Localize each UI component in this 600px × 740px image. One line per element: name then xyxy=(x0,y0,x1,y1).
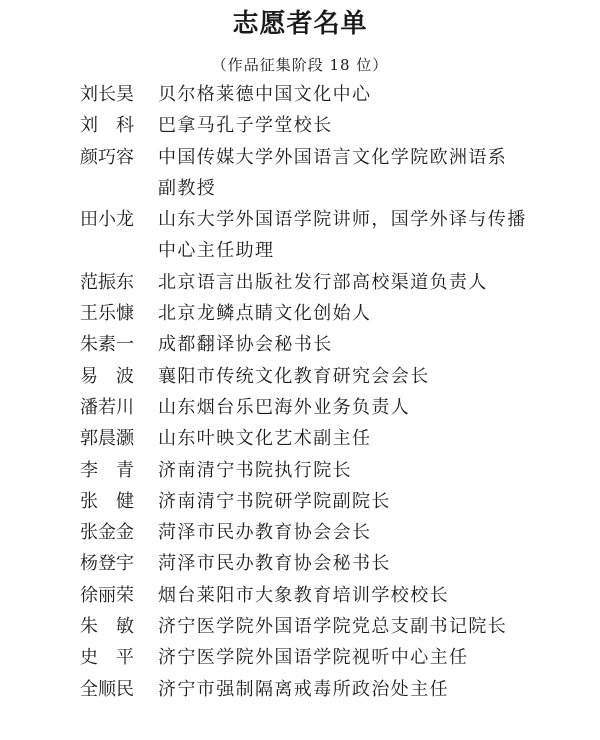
volunteer-title-line: 济宁医学院外国语学院视听中心主任 xyxy=(158,647,469,669)
volunteer-title-continuation: 中心主任助理 xyxy=(158,240,275,262)
volunteer-title xyxy=(158,209,538,262)
volunteer-row xyxy=(80,397,580,419)
volunteer-title-line: 山东叶映文化艺术副主任 xyxy=(158,428,372,450)
volunteer-title xyxy=(158,647,538,669)
volunteer-name: 史 平 xyxy=(80,647,134,669)
volunteer-name: 潘若川 xyxy=(80,396,134,418)
volunteer-name: 田小龙 xyxy=(80,209,134,231)
volunteer-title xyxy=(158,679,538,701)
volunteer-name: 刘 科 xyxy=(80,115,134,137)
volunteer-title-continuation: 副教授 xyxy=(158,177,217,199)
volunteer-name: 张金金 xyxy=(80,522,134,544)
page-title: 志愿者名单 xyxy=(232,9,368,39)
volunteer-title-line: 成都翻译协会秘书长 xyxy=(158,334,333,356)
volunteer-name: 刘长昊 xyxy=(80,84,134,105)
volunteer-list xyxy=(80,84,580,710)
volunteer-row xyxy=(80,679,580,701)
volunteer-title xyxy=(158,366,538,388)
volunteer-title xyxy=(158,522,538,544)
volunteer-title-line: 菏泽市民办教育协会秘书长 xyxy=(158,553,391,575)
volunteer-name: 范振东 xyxy=(80,271,134,293)
volunteer-row xyxy=(80,303,580,325)
volunteer-title-line: 巴拿马孔子学堂校长 xyxy=(158,115,333,137)
volunteer-title xyxy=(158,303,538,325)
volunteer-title xyxy=(158,115,538,137)
volunteer-name: 郭晨灏 xyxy=(80,428,134,450)
volunteer-name: 朱 敏 xyxy=(80,616,134,638)
volunteer-title xyxy=(158,460,538,482)
volunteer-title-line: 襄阳市传统文化教育研究会会长 xyxy=(158,365,430,387)
volunteer-title xyxy=(158,397,538,419)
volunteer-title xyxy=(158,334,538,356)
volunteer-name: 杨登宇 xyxy=(80,553,134,575)
volunteer-name: 李 青 xyxy=(80,459,134,481)
volunteer-row xyxy=(80,147,580,200)
volunteer-title-line: 济南清宁书院研学院副院长 xyxy=(158,490,391,512)
volunteer-row xyxy=(80,334,580,356)
volunteer-row xyxy=(80,428,580,450)
volunteer-title xyxy=(158,84,538,106)
volunteer-title-line: 北京龙鳞点睛文化创始人 xyxy=(158,303,372,325)
volunteer-title-line: 济宁市强制隔离戒毒所政治处主任 xyxy=(158,678,449,700)
volunteer-name: 张 健 xyxy=(80,490,134,512)
volunteer-row xyxy=(80,460,580,482)
volunteer-title xyxy=(158,585,538,607)
volunteer-title-line: 山东大学外国语学院讲师，国学外译与传播 xyxy=(158,209,527,231)
volunteer-title xyxy=(158,428,538,450)
volunteer-title xyxy=(158,272,538,294)
volunteer-title xyxy=(158,491,538,513)
volunteer-title xyxy=(158,147,538,200)
volunteer-row xyxy=(80,84,580,106)
volunteer-title-line: 济宁医学院外国语学院党总支副书记院长 xyxy=(158,616,508,638)
volunteer-row xyxy=(80,553,580,575)
volunteer-name: 颜巧容 xyxy=(80,146,134,168)
volunteer-title-line: 烟台莱阳市大象教育培训学校校长 xyxy=(158,584,449,606)
volunteer-row xyxy=(80,491,580,513)
volunteer-title-line: 菏泽市民办教育协会会长 xyxy=(158,522,372,544)
volunteer-title-line: 济南清宁书院执行院长 xyxy=(158,459,352,481)
volunteer-title-line: 中国传媒大学外国语言文化学院欧洲语系 xyxy=(158,146,508,168)
volunteer-name: 王乐慷 xyxy=(80,303,134,325)
volunteer-row xyxy=(80,115,580,137)
volunteer-row xyxy=(80,585,580,607)
volunteer-row xyxy=(80,366,580,388)
volunteer-name: 朱素一 xyxy=(80,334,134,356)
volunteer-row xyxy=(80,209,580,262)
volunteer-row xyxy=(80,272,580,294)
volunteer-row xyxy=(80,522,580,544)
volunteer-name: 全顺民 xyxy=(80,678,134,700)
volunteer-row xyxy=(80,616,580,638)
volunteer-title xyxy=(158,616,538,638)
page-subtitle: （作品征集阶段 18 位） xyxy=(211,56,389,74)
volunteer-title-line: 山东烟台乐巴海外业务负责人 xyxy=(158,396,411,418)
volunteer-name: 徐丽荣 xyxy=(80,584,134,606)
volunteer-name: 易 波 xyxy=(80,365,134,387)
volunteer-title xyxy=(158,553,538,575)
volunteer-row xyxy=(80,647,580,669)
volunteer-title-line: 北京语言出版社发行部高校渠道负责人 xyxy=(158,271,488,293)
volunteer-title-line: 贝尔格莱德中国文化中心 xyxy=(158,84,372,105)
